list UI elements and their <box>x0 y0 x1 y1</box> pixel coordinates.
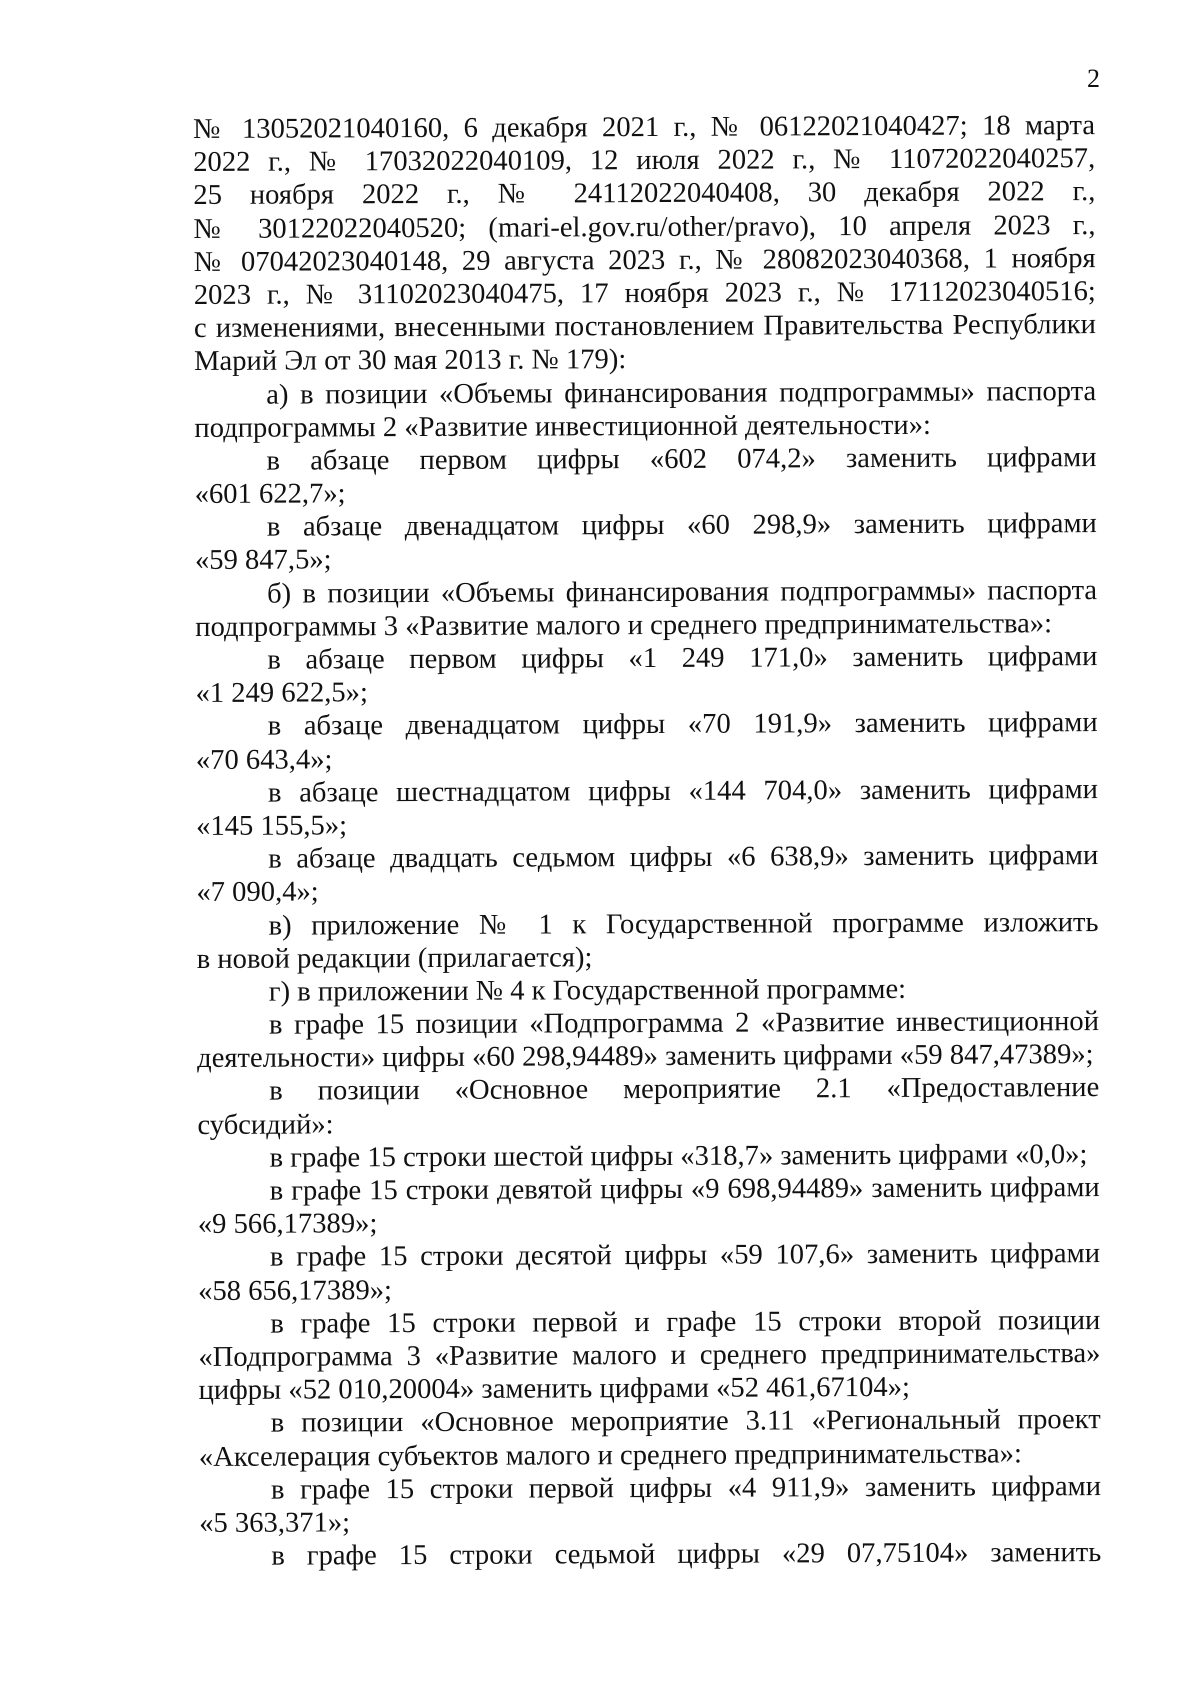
text-line: в новой редакции (прилагается); <box>196 941 593 975</box>
text-line: «Подпрограмма 3 «Развитие малого и среднего предпринимательства» <box>198 1337 1101 1373</box>
text-line: в графе 15 строки первой цифры «4 911,9» заменить цифрами <box>270 1470 1102 1506</box>
text-line: г) в приложении № 4 к Государственной программе: <box>268 973 907 1008</box>
text-line: 25 ноября 2022 г., № 24112022040408, 30 декабря 2022 г., <box>193 176 1096 212</box>
text-line: б) в позиции «Объемы финансирования подпрограммы» паспорта <box>267 574 1098 610</box>
text-line: в графе 15 строки первой и графе 15 строки второй позиции <box>270 1304 1101 1340</box>
text-line: в) приложение № 1 к Государственной программе изложить <box>268 906 1099 942</box>
text-line: 2023 г., № 31102023040475, 17 ноября 2023 г., № 17112023040516; <box>193 276 1096 311</box>
text-line: в абзаце двадцать седьмом цифры «6 638,9» заменить цифрами <box>268 840 1099 875</box>
text-line: с изменениями, внесенными постановлением Правительства Республики <box>193 309 1096 345</box>
text-line: в позиции «Основное мероприятие 3.11 «Региональный проект <box>270 1404 1101 1439</box>
text-line: в абзаце двенадцатом цифры «70 191,9» заменить цифрами <box>267 707 1098 743</box>
text-line: деятельности» цифры «60 298,94489» заменить цифрами «59 847,47389»; <box>197 1039 1094 1075</box>
text-line: «145 155,5»; <box>196 810 348 842</box>
text-line: в абзаце шестнадцатом цифры «144 704,0» заменить цифрами <box>267 773 1099 809</box>
text-line: «Акселерация субъектов малого и среднего предпринимательства»: <box>198 1437 1022 1473</box>
text-line: в абзаце двенадцатом цифры «60 298,9» заменить цифрами <box>266 508 1097 543</box>
text-line: субсидий»: <box>197 1109 334 1141</box>
text-line: в графе 15 строки десятой цифры «59 107,6» заменить цифрами <box>269 1238 1101 1274</box>
text-line: «7 090,4»; <box>196 876 319 909</box>
text-line: № 13052021040160, 6 декабря 2021 г., № 06122021040427; 18 марта <box>193 110 1096 145</box>
text-line: подпрограммы 2 «Развитие инвестиционной деятельности»: <box>194 409 932 444</box>
text-line: в абзаце первом цифры «1 249 171,0» заменить цифрами <box>267 641 1098 676</box>
text-line: «601 622,7»; <box>194 478 346 511</box>
page-number: 2 <box>1087 64 1100 93</box>
text-line: цифры «52 010,20004» заменить цифрами «52 461,67104»; <box>198 1372 910 1407</box>
text-line: а) в позиции «Объемы финансирования подпрограммы» паспорта <box>266 375 1097 411</box>
text-line: в графе 15 строки девятой цифры «9 698,94489» заменить цифрами <box>269 1172 1100 1207</box>
text-line: в графе 15 строки шестой цифры «318,7» заменить цифрами «0,0»; <box>269 1138 1088 1174</box>
text-line: «9 566,17389»; <box>197 1208 378 1241</box>
text-line: в абзаце первом цифры «602 074,2» заменить цифрами <box>266 441 1097 477</box>
text-line: в графе 15 позиции «Подпрограмма 2 «Развитие инвестиционной <box>268 1006 1100 1041</box>
text-line: подпрограммы 3 «Развитие малого и среднего предпринимательства»: <box>195 608 1053 643</box>
text-line: «1 249 622,5»; <box>195 677 368 710</box>
text-line: «70 643,4»; <box>195 743 333 776</box>
text-line: «5 363,371»; <box>199 1507 351 1539</box>
text-line: 2022 г., № 17032022040109, 12 июля 2022 г., № 11072022040257, <box>193 143 1096 179</box>
text-line: № 30122022040520; (mari-el.gov.ru/other/pravo), 10 апреля 2023 г., <box>193 209 1096 245</box>
text-line: «59 847,5»; <box>194 544 332 577</box>
document-body <box>193 109 1101 1573</box>
text-line: Марий Эл от 30 мая 2013 г. № 179): <box>194 344 627 378</box>
text-line: в позиции «Основное мероприятие 2.1 «Предоставление <box>269 1072 1100 1108</box>
text-line: «58 656,17389»; <box>198 1274 393 1307</box>
text-line: № 07042023040148, 29 августа 2023 г., № 28082023040368, 1 ноября <box>193 242 1096 278</box>
text-line: в графе 15 строки седьмой цифры «29 07,75104» заменить <box>271 1537 1102 1572</box>
